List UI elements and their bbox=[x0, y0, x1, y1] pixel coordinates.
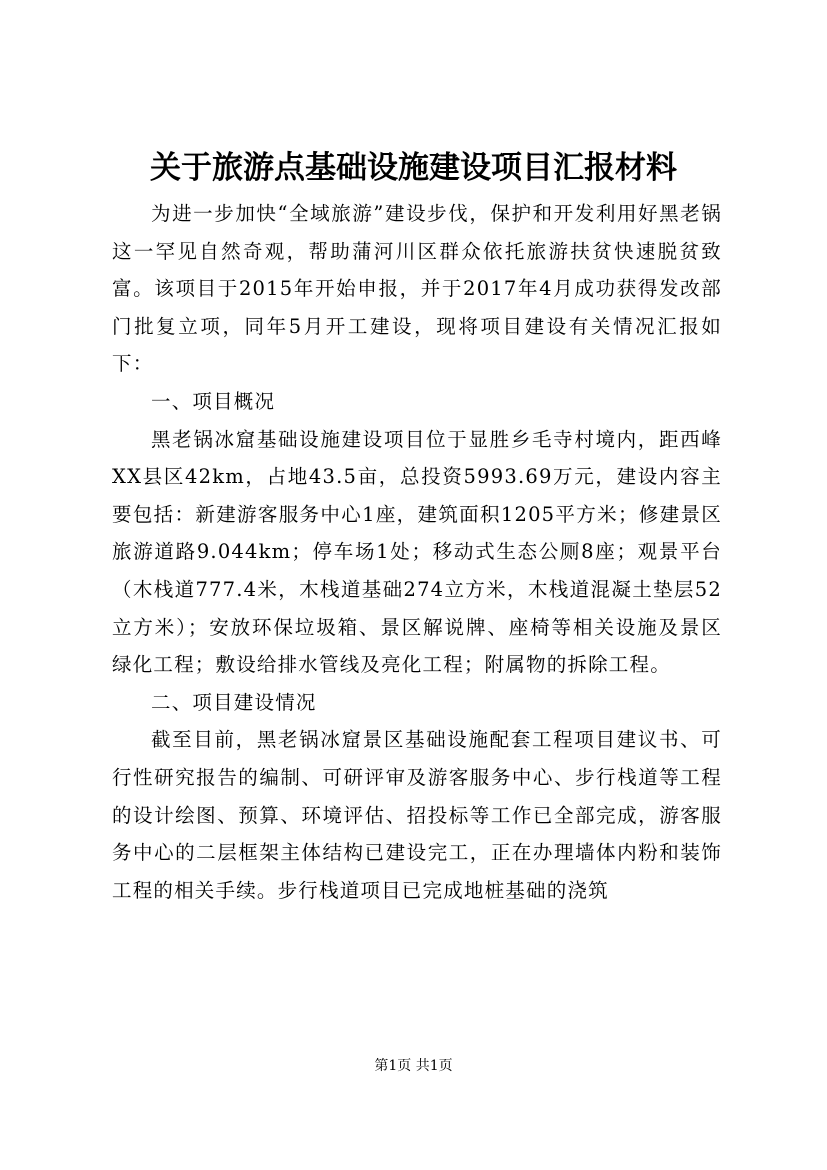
document-title: 关于旅游点基础设施建设项目汇报材料 bbox=[150, 150, 677, 186]
paragraph-progress: 截至目前，黑老锅冰窟景区基础设施配套工程项目建议书、可行性研究报告的编制、可研评审及游客服务中心、步行栈道等工程的设计绘图、预算、环境评估、招投标等工作已全部完成，游客服务中心的二层框架主体结构已建设完工，正在办理墙体内粉和装饰工程的相关手续。步行栈道项目已完成地桩基础的浇筑 bbox=[112, 728, 722, 902]
paragraph-overview: 黑老锅冰窟基础设施建设项目位于显胜乡毛寺村境内，距西峰XX县区42km，占地43.5亩，总投资5993.69万元，建设内容主要包括：新建游客服务中心1座，建筑面积1205平方米；修建景区旅游道路9.044km；停车场1处；移动式生态公厕8座；观景平台（木栈道777.4米，木栈道基础274立方米，木栈道混凝土垫层52立方米）；安放环保垃圾箱、景区解说牌、座椅等相关设施及景区绿化工程；敷设给排水管线及亮化工程；附属物的拆除工程。 bbox=[112, 427, 722, 677]
section-heading-progress: 二、项目建设情况 bbox=[151, 690, 317, 714]
section-heading-overview: 一、项目概况 bbox=[151, 389, 276, 413]
paragraph-intro: 为进一步加快“全域旅游”建设步伐，保护和开发利用好黑老锅这一罕见自然奇观，帮助蒲河川区群众依托旅游扶贫快速脱贫致富。该项目于2015年开始申报，并于2017年4月成功获得发改部门批复立项，同年5月开工建设，现将项目建设有关情况汇报如下： bbox=[112, 202, 722, 376]
page-number-footer: 第1页 共1页 bbox=[374, 1058, 453, 1074]
document-body bbox=[112, 195, 722, 909]
